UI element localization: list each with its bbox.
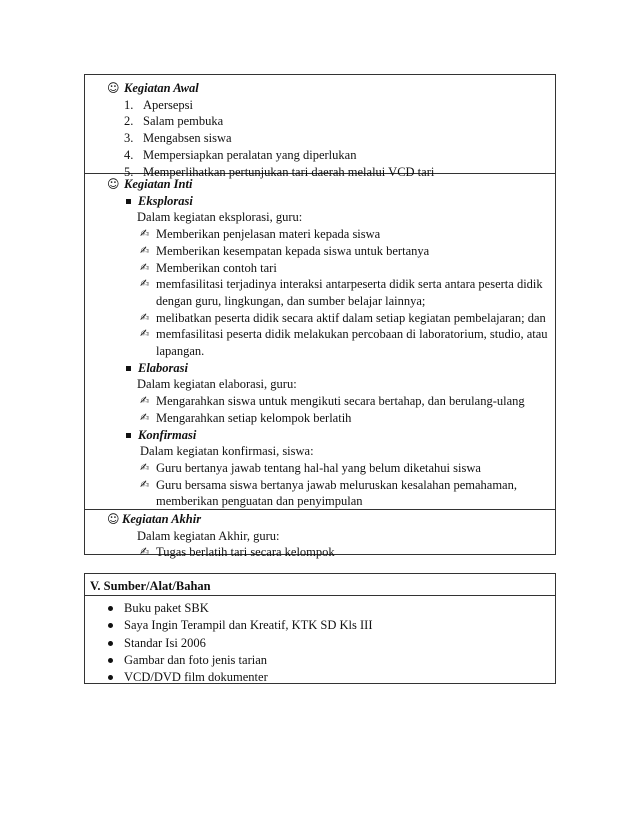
list-number: 4.: [124, 147, 134, 162]
section-heading-sumber: V. Sumber/Alat/Bahan: [90, 579, 211, 593]
list-number: 5.: [124, 164, 134, 179]
section-title-awal: Kegiatan Awal: [124, 81, 199, 95]
list-item: Mengabsen siswa: [143, 131, 232, 146]
list-item: Salam pembuka: [143, 114, 224, 129]
subsection-title-elaborasi: Elaborasi: [138, 360, 189, 375]
list-item: Saya Ingin Terampil dan Kreatif, KTK SD Kls III: [124, 618, 373, 633]
list-item: Standar Isi 2006: [124, 635, 206, 650]
section-title-inti: Kegiatan Inti: [124, 177, 193, 191]
writing-hand-icon: ✍: [140, 243, 150, 257]
writing-hand-icon: ✍: [140, 227, 150, 241]
list-item: melibatkan peserta didik secara aktif dalam setiap kegiatan pembelajaran; dan: [156, 310, 546, 325]
subsection-intro: Dalam kegiatan eksplorasi, guru:: [137, 210, 303, 225]
subsection-title-konfirmasi: Konfirmasi: [138, 427, 197, 442]
list-item: Memberikan kesempatan kepada siswa untuk bertanya: [156, 243, 430, 258]
list-item: Guru bersama siswa bertanya jawab meluruskan kesalahan pemahaman,: [156, 477, 517, 492]
list-number: 3.: [124, 131, 134, 146]
writing-hand-icon: ✍: [140, 277, 150, 291]
square-bullet-icon: [126, 433, 131, 438]
list-item: memberikan penguatan dan penyimpulan: [156, 494, 363, 509]
writing-hand-icon: ✍: [140, 260, 150, 274]
disc-bullet-icon: [108, 658, 113, 663]
subsection-intro: Dalam kegiatan konfirmasi, siswa:: [140, 444, 314, 459]
writing-hand-icon: ✍: [140, 410, 150, 424]
writing-hand-icon: ✍: [140, 310, 150, 324]
writing-hand-icon: ✍: [140, 394, 150, 408]
square-bullet-icon: [126, 199, 131, 204]
list-item: Mengarahkan siswa untuk mengikuti secara bertahap, dan berulang-ulang: [156, 394, 525, 409]
list-item: dengan guru, lingkungan, dan sumber belajar lainnya;: [156, 293, 426, 308]
smiley-icon: ☺: [107, 177, 120, 191]
list-item: Memperlihatkan pertunjukan tari daerah melalui VCD tari: [143, 164, 435, 179]
list-item: memfasilitasi terjadinya interaksi antarpeserta didik serta antara peserta didik: [156, 277, 543, 292]
writing-hand-icon: ✍: [140, 477, 150, 491]
list-item: Gambar dan foto jenis tarian: [124, 652, 268, 667]
square-bullet-icon: [126, 366, 131, 371]
subsection-intro: Dalam kegiatan Akhir, guru:: [137, 528, 280, 543]
disc-bullet-icon: [108, 606, 113, 611]
list-item: memfasilitasi peserta didik melakukan percobaan di laboratorium, studio, atau: [156, 327, 548, 342]
writing-hand-icon: ✍: [140, 327, 150, 341]
list-number: 1.: [124, 97, 134, 112]
subsection-intro: Dalam kegiatan elaborasi, guru:: [137, 377, 297, 392]
list-item: Guru bertanya jawab tentang hal-hal yang belum diketahui siswa: [156, 460, 481, 475]
section-title-akhir: Kegiatan Akhir: [122, 512, 202, 526]
list-item: VCD/DVD film dokumenter: [124, 670, 268, 685]
row-divider: [85, 595, 555, 596]
list-item: Mempersiapkan peralatan yang diperlukan: [143, 147, 357, 162]
disc-bullet-icon: [108, 641, 113, 646]
list-item: Buku paket SBK: [124, 601, 209, 615]
list-item: Mengarahkan setiap kelompok berlatih: [156, 410, 352, 425]
list-number: 2.: [124, 114, 134, 129]
smiley-icon: ☺: [107, 512, 120, 526]
writing-hand-icon: ✍: [140, 460, 150, 474]
writing-hand-icon: ✍: [140, 545, 150, 559]
list-item: lapangan.: [156, 344, 205, 358]
list-item: Memberikan penjelasan materi kepada siswa: [156, 227, 381, 242]
list-item: Memberikan contoh tari: [156, 260, 277, 275]
list-item: Tugas berlatih tari secara kelompok: [156, 545, 335, 560]
list-item: Apersepsi: [143, 97, 193, 112]
subsection-title-eksplorasi: Eksplorasi: [138, 193, 193, 208]
smiley-icon: ☺: [107, 81, 120, 95]
